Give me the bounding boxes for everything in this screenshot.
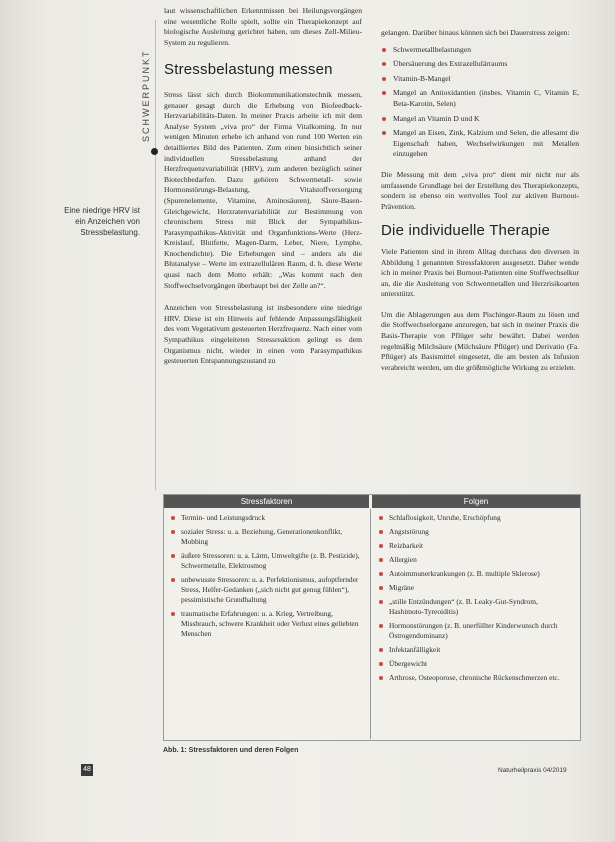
stress-signs-list bbox=[381, 45, 579, 160]
table-row: Hormonstörungen (z. B. unerfüllter Kinderwunsch durch Östrogendominanz) bbox=[378, 621, 570, 641]
page-number: 48 bbox=[81, 764, 93, 776]
right-column bbox=[381, 28, 579, 373]
table-row: Termin- und Leistungsdruck bbox=[170, 513, 360, 523]
table-row: äußere Stressoren: u. a. Lärm, Umweltgifte (z. B. Pestizide), Schwermetalle, Elektrosmog bbox=[170, 551, 360, 571]
stress-table bbox=[163, 494, 581, 741]
table-row: Angststörung bbox=[378, 527, 570, 537]
left-intro-paragraph: laut wissenschaftlichen Erkenntnissen bei Heilungsvorgängen eine wesentliche Rolle spielt, sollte ein Therapiekonzept auf biologische Ausleitung gerichtet haben, um dieses Zell-Milieu-System zu regulieren. bbox=[164, 6, 362, 47]
list-item: Übersäuerung des Extrazellulärraums bbox=[381, 59, 579, 70]
table-divider bbox=[370, 509, 371, 739]
list-item: Mangel an Eisen, Zink, Kalzium und Selen, die allesamt die Eigenschaft haben, Wechselwirkungen mit Metallen einzugehen bbox=[381, 128, 579, 160]
table-row: „stille Entzündungen“ (z. B. Leaky-Gut-Syndrom, Hashimoto-Tyreoiditis) bbox=[378, 597, 570, 617]
list-item: Vitamin-B-Mangel bbox=[381, 74, 579, 85]
right-paragraph-2: Viele Patienten sind in ihrem Alltag durchaus den diversen in Abbildung 1 genannten Stressfaktoren ausgesetzt. Daher wende ich in meiner Praxis bei Burnout-Patienten eine Stoffwechselkur an, die die Ausleitung von Schwermetallen und Herzrisikoarten unterstützt. bbox=[381, 246, 579, 299]
section-marker-dot bbox=[151, 148, 158, 155]
column-divider bbox=[155, 20, 156, 490]
list-item: Schwermetallbelastungen bbox=[381, 45, 579, 56]
table-header-left: Stressfaktoren bbox=[164, 495, 369, 508]
heading-stressbelastung: Stressbelastung messen bbox=[164, 61, 333, 79]
right-intro-paragraph: gelangen. Darüber hinaus können sich bei Dauerstress zeigen: bbox=[381, 28, 570, 37]
table-row: Allergien bbox=[378, 555, 570, 565]
right-paragraph-1: Die Messung mit dem „viva pro“ dient mir nicht nur als umfassende Grundlage bei der Erstellung des Therapiekonzepts, sondern ist ebenso ein wertvolles Tool zur aktiven Burnout-Prävention. bbox=[381, 169, 579, 211]
left-column bbox=[164, 6, 362, 367]
footer-issue: Naturheilpraxis 04/2019 bbox=[498, 767, 567, 774]
table-row: Übergewicht bbox=[378, 659, 570, 669]
left-paragraph-2: Anzeichen von Stressbelastung ist insbesondere eine niedrige HRV. Diese ist ein Hinweis auf fehlende Anpassungsfähigkeit des vom Vegetativum gesteuerten Herzfrequenz. Nach einer vom Sympathikus eingeleiteten Stressreaktion gelingt es dem Organismus nicht, wieder in einen vom Parasympathikus gesteuerten Entspannungszustand zu bbox=[164, 303, 362, 366]
folgen-column bbox=[378, 513, 570, 687]
table-row: Arthrose, Osteoporose, chronische Rückenschmerzen etc. bbox=[378, 673, 570, 683]
margin-note: Eine niedrige HRV ist ein Anzeichen von Stressbelastung. bbox=[64, 206, 140, 237]
heading-therapie: Die individuelle Therapie bbox=[381, 222, 550, 240]
table-row: traumatische Erfahrungen: u. a. Krieg, Vertreibung, Missbrauch, schwere Krankheit oder Verlust eines geliebten Menschen bbox=[170, 609, 360, 639]
section-label: SCHWERPUNKT bbox=[141, 49, 151, 142]
stressfaktoren-column bbox=[170, 513, 360, 643]
table-row: Schlaflosigkeit, Unruhe, Erschöpfung bbox=[378, 513, 570, 523]
figure-caption: Abb. 1: Stressfaktoren und deren Folgen bbox=[163, 747, 299, 754]
right-paragraph-3: Um die Ablagerungen aus dem Pischinger-Raum zu lösen und die Stoffwechselorgane anzuregen, hat sich in meiner Praxis die Basis-Therapie von Pflüger sehr bewährt. Dabei werden regelmäßig Milchsäure (Milchsäure Pflüger) und Derivatio (Fa. Pflüger) als Basismittel eingesetzt, die am besten als Infusion verabreicht werden, um die größtmögliche Wirkung zu erzielen. bbox=[381, 309, 579, 372]
table-row: Reizbarkeit bbox=[378, 541, 570, 551]
table-row: Autoimmunerkrankungen (z. B. multiple Sklerose) bbox=[378, 569, 570, 579]
table-row: sozialer Stress: u. a. Beziehung, Generationenkonflikt, Mobbing bbox=[170, 527, 360, 547]
table-row: unbewusste Stressoren: u. a. Perfektionismus, aufoptfernder Stress, Helfer-Gedanken („sich nicht gut genug fühlen“), pessimistische Grundhaltung bbox=[170, 575, 360, 605]
table-row: Infektanfälligkeit bbox=[378, 645, 570, 655]
list-item: Mangel an Antioxidantien (insbes. Vitamin C, Vitamin E, Beta-Karotin, Selen) bbox=[381, 88, 579, 109]
table-header-right: Folgen bbox=[372, 495, 580, 508]
table-row: Migräne bbox=[378, 583, 570, 593]
list-item: Mangel an Vitamin D und K bbox=[381, 114, 579, 125]
left-paragraph-1: Stress lässt sich durch Biokommunikationstechnik messen, genauer gesagt durch die Erhebung von Biofeedback-Herzvariabilitäts-Daten. In meiner Praxis arbeite ich mit dem Analyse System „viva pro“ der Firma Vitalkoming. In nur wenigen Minuten erhebe ich anhand von rund 100 Werten ein detailliertes Bild des Patienten. Zum einen hinsichtlich seiner individuellen Stressbelastung anhand der Herzfrequenzvariabilität (HRV), zum anderen bezüglich seiner Biotechbedarfen. Dazu gehören Schwermetall- sowie Hormonstörungs-Belastung, Vitalstoffversorgung (Spurenelemente, Vitamine, Aminosäuren), Säure-Basen-Gleichgewicht, Herzratenvariabilität zur Bestimmung von chronischem Stress mit Blick der Sympathikus-Parasympathikus-Aktivität und Organfunktions-Werte (Herz-Kreislauf, Blutfette, Magen-Darm, Leber, Niere, Lymphe, Knochendichte). Die Erhebungen sind – anders als die Blutanalyse – Werte im extrazellulären Raum, d. h. diese Werte quasi nach dem Motto erhält: „Was kommt nach den Stoffwechselvorgängen überhaupt bei der Zelle an?“. bbox=[164, 89, 362, 290]
